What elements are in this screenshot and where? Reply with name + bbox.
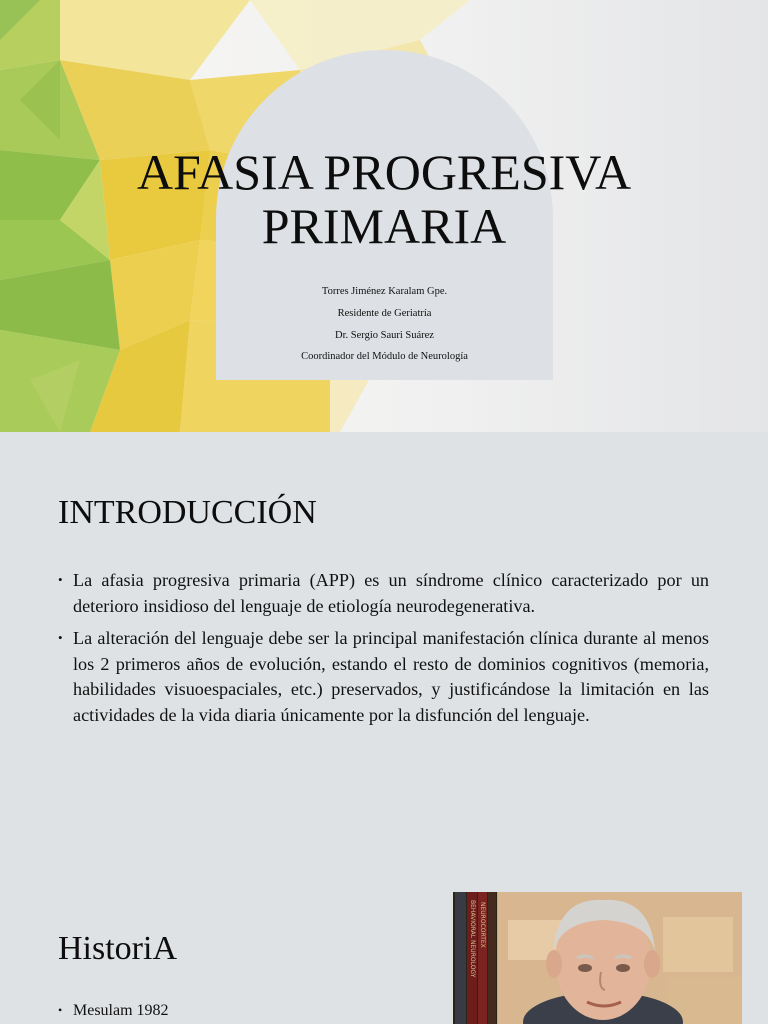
presentation-title	[0, 145, 768, 253]
list-item: • La alteración del lenguaje debe ser la principal manifestación clínica durante al menos los 2 primeros años de evolución, estando el resto de dominios cognitivos (memoria, habilidades visuoespaciales, etc.) preservados, y justificándose la limitación en las actividades de la vida diaria únicamente por la disfunción del lenguaje.	[58, 626, 709, 728]
presenters-block	[216, 281, 553, 368]
bullet-icon: •	[58, 630, 63, 646]
list-item: • La afasia progresiva primaria (APP) es un síndrome clínico caracterizado por un deterioro insidioso del lenguaje de etiología neurodegenerativa.	[58, 568, 709, 619]
bullet-icon: •	[58, 572, 63, 587]
bullet-icon: •	[58, 1003, 63, 1017]
title-slide	[0, 0, 768, 432]
book-spine-2: NEUROCORTEX	[479, 902, 486, 948]
intro-bullet-list	[58, 568, 709, 736]
history-bullet-list	[58, 1002, 169, 1020]
portrait-illustration	[453, 892, 742, 1024]
book-spine-1: BEHAVIORAL NEUROLOGY	[469, 900, 476, 978]
author-role: Residente de Geriatría	[337, 307, 432, 319]
history-heading: HistoriA	[58, 930, 177, 967]
intro-slide	[0, 432, 768, 872]
title-line-1: AFASIA PROGRESIVA	[136, 144, 632, 200]
author-name: Torres Jiménez Karalam Gpe.	[321, 286, 448, 297]
history-slide	[0, 872, 768, 1024]
intro-heading: INTRODUCCIÓN	[58, 494, 317, 531]
title-line-2: PRIMARIA	[261, 198, 507, 254]
coordinator-role: Coordinador del Módulo de Neurología	[301, 351, 468, 363]
list-item: • Mesulam 1982	[58, 1002, 169, 1019]
portrait-photo	[453, 892, 742, 1024]
coordinator-name: Dr. Sergio Sauri Suárez	[335, 329, 434, 341]
